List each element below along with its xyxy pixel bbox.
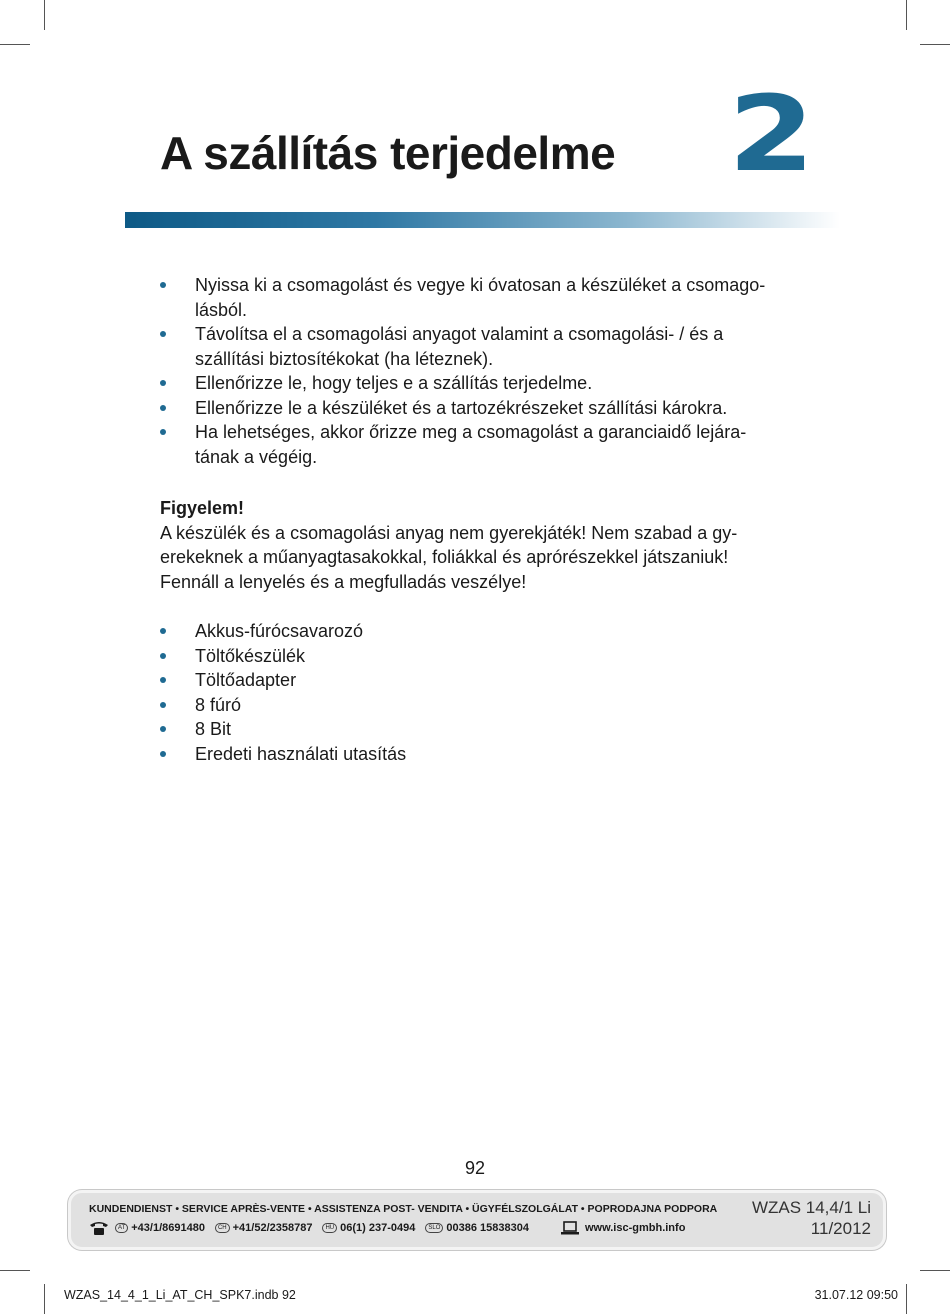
warning-block xyxy=(160,496,800,594)
bullet-icon xyxy=(160,726,166,732)
warning-text: Fennáll a lenyelés és a megfulladás veszélye! xyxy=(160,571,527,592)
list-item: Nyissa ki a csomagolást és vegye ki óvatosan a készüléket a csomago- lásból. xyxy=(160,273,800,322)
page-title: A szállítás terjedelme xyxy=(160,127,616,179)
model-name: WZAS 14,4/1 Li xyxy=(751,1198,871,1217)
contents-list xyxy=(160,619,800,766)
crop-mark xyxy=(920,44,950,45)
print-file-name: WZAS_14_4_1_Li_AT_CH_SPK7.indb 92 xyxy=(64,1288,296,1302)
list-item: 8 Bit xyxy=(160,717,800,742)
model-date: 11/2012 xyxy=(810,1219,871,1238)
bullet-icon xyxy=(160,405,166,411)
crop-mark xyxy=(920,1270,950,1271)
list-item: Ellenőrizze le, hogy teljes e a szállítás terjedelme. xyxy=(160,371,800,396)
crop-mark xyxy=(906,0,907,30)
model-info xyxy=(752,1197,871,1239)
service-contacts xyxy=(89,1221,685,1235)
crop-mark xyxy=(0,44,30,45)
crop-mark xyxy=(0,1270,30,1271)
website-link[interactable]: www.isc-gmbh.info xyxy=(584,1222,686,1234)
bullet-icon xyxy=(160,282,166,288)
phone-number: 06(1) 237-0494 xyxy=(340,1222,416,1234)
bullet-icon xyxy=(160,677,166,683)
list-item: Távolítsa el a csomagolási anyagot valamint a csomagolási- / és a szállítási biztosítékokat (ha léteznek). xyxy=(160,322,800,371)
list-item: Töltőkészülék xyxy=(160,644,800,669)
bullet-icon xyxy=(160,751,166,757)
phone-number: +41/52/2358787 xyxy=(232,1222,313,1234)
header-divider xyxy=(125,212,840,228)
bullet-icon xyxy=(160,429,166,435)
country-code: HU xyxy=(322,1223,337,1233)
bullet-icon xyxy=(160,380,166,386)
instruction-list xyxy=(160,273,800,469)
list-item: Eredeti használati utasítás xyxy=(160,742,800,767)
bullet-icon xyxy=(160,331,166,337)
list-item: 8 fúró xyxy=(160,693,800,718)
chapter-number: 2 xyxy=(728,73,815,195)
bullet-icon xyxy=(160,653,166,659)
phone-number: 00386 15838304 xyxy=(446,1222,529,1234)
crop-mark xyxy=(44,1284,45,1314)
laptop-icon xyxy=(561,1221,579,1235)
bullet-icon xyxy=(160,702,166,708)
crop-mark xyxy=(44,0,45,30)
service-box xyxy=(68,1190,886,1250)
list-item: Ha lehetséges, akkor őrizze meg a csomagolást a garanciaidő lejára- tának a végéig. xyxy=(160,420,800,469)
list-item: Ellenőrizze le a készüléket és a tartozékrészeket szállítási károkra. xyxy=(160,396,800,421)
bullet-icon xyxy=(160,628,166,634)
list-item: Akkus-fúrócsavarozó xyxy=(160,619,800,644)
warning-text: erekeknek a műanyagtasakokkal, foliákkal és aprórészekkel játszaniuk! xyxy=(160,547,729,567)
crop-mark xyxy=(906,1284,907,1314)
service-heading: KUNDENDIENST • SERVICE APRÈS-VENTE • ASSISTENZA POST- VENDITA • ÜGYFÉLSZOLGÁLAT • POPRODAJNA PODPORA xyxy=(89,1203,718,1215)
warning-text: A készülék és a csomagolási anyag nem gyerekjáték! Nem szabad a gy- xyxy=(160,522,738,543)
country-code: SLO xyxy=(425,1223,443,1233)
list-item: Töltőadapter xyxy=(160,668,800,693)
country-code: AT xyxy=(115,1223,128,1233)
print-timestamp: 31.07.12 09:50 xyxy=(814,1288,898,1302)
phone-icon xyxy=(89,1221,109,1235)
country-code: CH xyxy=(215,1223,230,1233)
warning-title: Figyelem! xyxy=(160,498,245,518)
phone-number: +43/1/8691480 xyxy=(131,1222,205,1234)
page-number: 92 xyxy=(464,1158,486,1178)
